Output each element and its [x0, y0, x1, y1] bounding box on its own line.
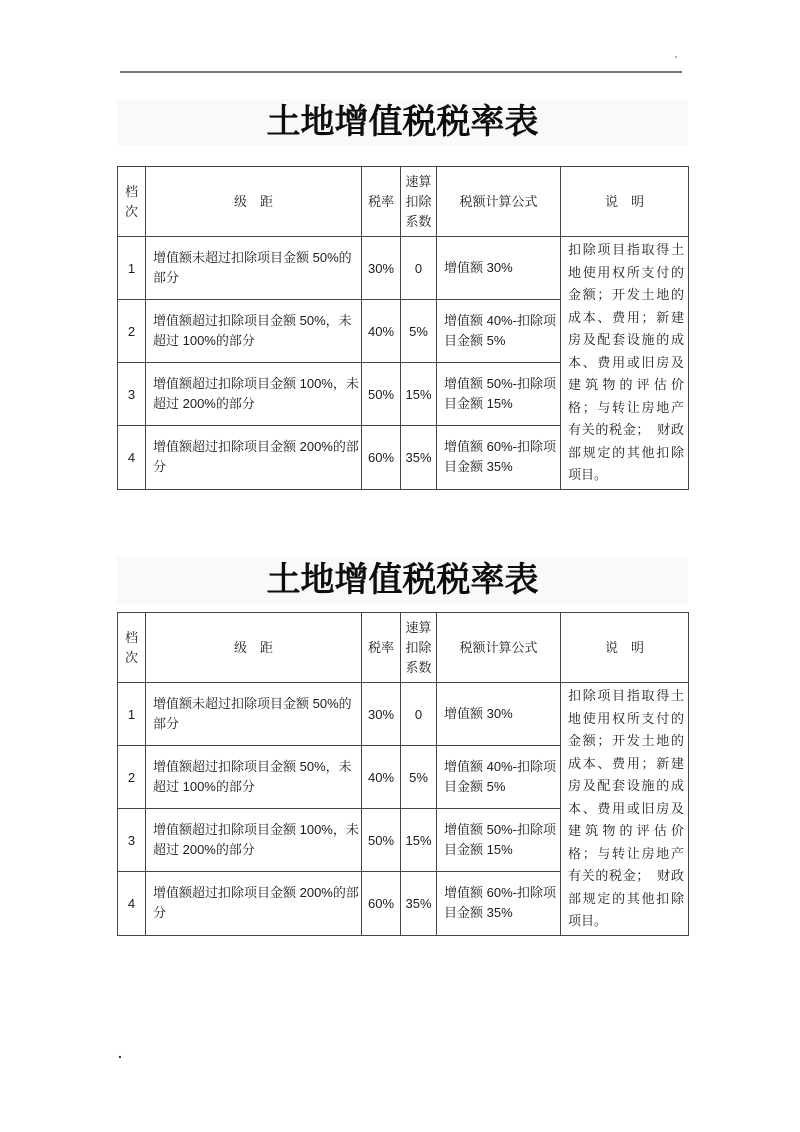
cell-formula: 增值额 40%-扣除项目金额 5%	[437, 300, 561, 363]
cell-rate: 60%	[362, 872, 401, 935]
table-row	[118, 237, 689, 300]
header-rate: 税率	[362, 613, 401, 683]
cell-grade: 2	[118, 300, 146, 363]
cell-rate: 50%	[362, 363, 401, 426]
header-bracket: 级 距	[146, 613, 362, 683]
cell-bracket: 增值额未超过扣除项目金额 50%的部分	[146, 237, 362, 300]
cell-formula: 增值额 30%	[437, 237, 561, 300]
page-title-duplicate: 土地增值税税率表	[117, 557, 688, 604]
bottom-left-mark: .	[118, 1045, 122, 1061]
header-quick-deduction: 速算扣除系数	[401, 167, 437, 237]
tax-rate-table	[117, 166, 689, 490]
tax-rate-table-duplicate	[117, 612, 689, 936]
cell-deduction: 0	[401, 683, 437, 746]
cell-deduction: 15%	[401, 809, 437, 872]
header-grade: 档次	[118, 613, 146, 683]
cell-formula: 增值额 50%-扣除项目金额 15%	[437, 363, 561, 426]
cell-formula: 增值额 60%-扣除项目金额 35%	[437, 872, 561, 935]
header-grade: 档次	[118, 167, 146, 237]
header-rule	[120, 71, 682, 73]
cell-grade: 4	[118, 426, 146, 489]
header-formula: 税额计算公式	[437, 613, 561, 683]
header-formula: 税额计算公式	[437, 167, 561, 237]
header-bracket: 级 距	[146, 167, 362, 237]
table-header-row	[118, 167, 689, 237]
cell-formula: 增值额 50%-扣除项目金额 15%	[437, 809, 561, 872]
header-rate: 税率	[362, 167, 401, 237]
table-row	[118, 683, 689, 746]
cell-formula: 增值额 40%-扣除项目金额 5%	[437, 746, 561, 809]
cell-deduction: 5%	[401, 746, 437, 809]
cell-grade: 3	[118, 809, 146, 872]
table-header-row	[118, 613, 689, 683]
cell-rate: 30%	[362, 683, 401, 746]
cell-formula: 增值额 60%-扣除项目金额 35%	[437, 426, 561, 489]
cell-deduction: 0	[401, 237, 437, 300]
cell-deduction: 5%	[401, 300, 437, 363]
header-notes: 说 明	[561, 167, 689, 237]
cell-bracket: 增值额超过扣除项目金额 100%，未超过 200%的部分	[146, 809, 362, 872]
top-right-mark: '	[675, 55, 677, 66]
cell-grade: 1	[118, 683, 146, 746]
cell-notes: 扣除项目指取得土地使用权所支付的金额；开发土地的成本、费用；新建房及配套设施的成本、费用或旧房及建筑物的评估价格；与转让房地产有关的税金； 财政部规定的其他扣除项目。	[561, 237, 689, 490]
cell-bracket: 增值额超过扣除项目金额 200%的部分	[146, 426, 362, 489]
cell-bracket: 增值额超过扣除项目金额 50%，未超过 100%的部分	[146, 300, 362, 363]
tax-rate-table-section	[117, 166, 688, 490]
cell-bracket: 增值额未超过扣除项目金额 50%的部分	[146, 683, 362, 746]
cell-rate: 50%	[362, 809, 401, 872]
cell-rate: 30%	[362, 237, 401, 300]
cell-grade: 3	[118, 363, 146, 426]
cell-grade: 1	[118, 237, 146, 300]
page-title: 土地增值税税率表	[117, 99, 688, 146]
header-quick-deduction: 速算扣除系数	[401, 613, 437, 683]
cell-rate: 40%	[362, 746, 401, 809]
cell-rate: 60%	[362, 426, 401, 489]
cell-rate: 40%	[362, 300, 401, 363]
cell-deduction: 35%	[401, 872, 437, 935]
cell-deduction: 15%	[401, 363, 437, 426]
cell-bracket: 增值额超过扣除项目金额 50%，未超过 100%的部分	[146, 746, 362, 809]
cell-grade: 2	[118, 746, 146, 809]
cell-notes: 扣除项目指取得土地使用权所支付的金额；开发土地的成本、费用；新建房及配套设施的成本、费用或旧房及建筑物的评估价格；与转让房地产有关的税金； 财政部规定的其他扣除项目。	[561, 683, 689, 936]
tax-rate-table-section-duplicate	[117, 612, 688, 936]
header-notes: 说 明	[561, 613, 689, 683]
cell-bracket: 增值额超过扣除项目金额 200%的部分	[146, 872, 362, 935]
cell-bracket: 增值额超过扣除项目金额 100%，未超过 200%的部分	[146, 363, 362, 426]
cell-grade: 4	[118, 872, 146, 935]
cell-deduction: 35%	[401, 426, 437, 489]
cell-formula: 增值额 30%	[437, 683, 561, 746]
